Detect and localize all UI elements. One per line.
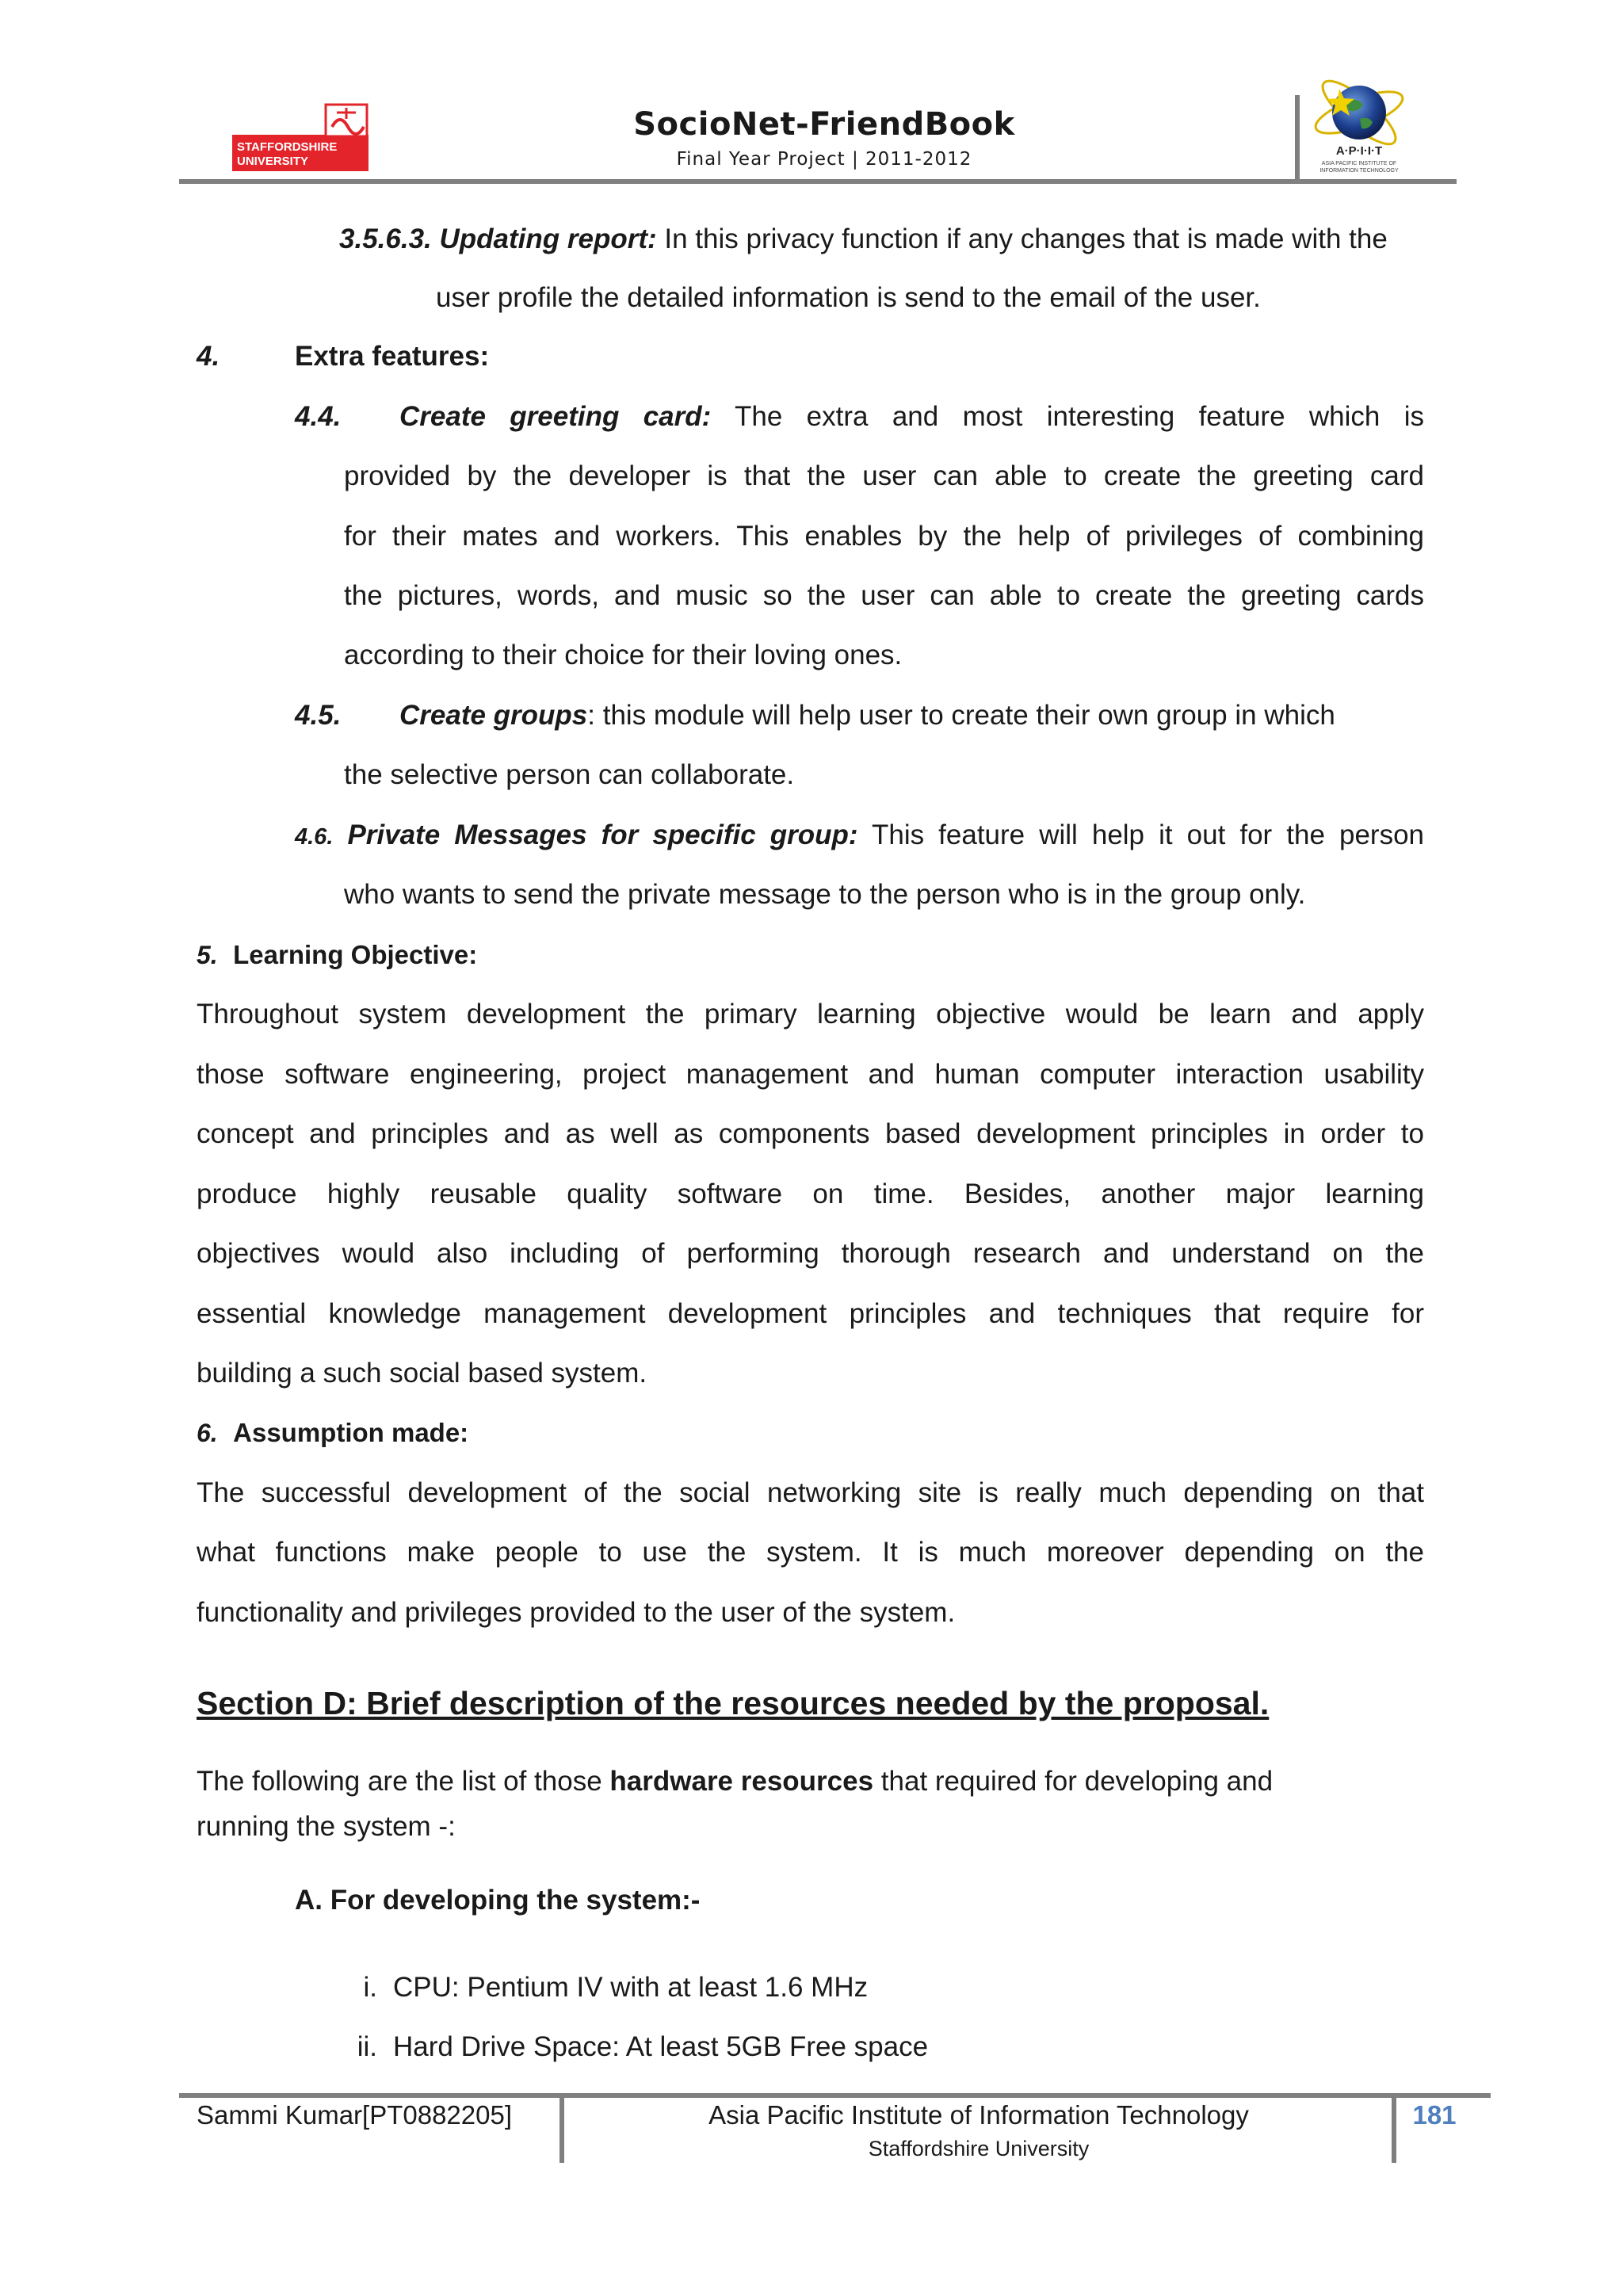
footer-rule xyxy=(179,2093,1491,2098)
footer-university: Staffordshire University xyxy=(868,2137,1090,2160)
list-marker-1: i. xyxy=(363,1972,377,2003)
footer-author: Sammi Kumar[PT0882205] xyxy=(197,2100,513,2130)
list-item-1: CPU: Pentium IV with at least 1.6 MHz xyxy=(393,1972,869,2003)
item-3563-number: 3.5.6.3. xyxy=(339,223,432,254)
apiit-logo xyxy=(1308,73,1411,176)
section6-number: 6. xyxy=(197,1419,218,1447)
section5-line1: Throughout system development the primary learning objective would be learn and apply xyxy=(197,999,1424,1030)
item-44-text-1: The extra and most interesting feature which is xyxy=(735,401,1424,432)
item-46-line1 xyxy=(295,818,1424,854)
item-45-number: 4.5. xyxy=(295,700,342,731)
section-d-intro-pre: The following are the list of those xyxy=(197,1766,610,1797)
item-46-number: 4.6. xyxy=(295,824,334,850)
footer-institute: Asia Pacific Institute of Information Technology xyxy=(708,2100,1249,2130)
section6-line2: what functions make people to use the system. It is much moreover depending on the xyxy=(197,1537,1424,1568)
section6-title: Assumption made: xyxy=(233,1418,469,1447)
header-subtitle: Final Year Project | 2011-2012 xyxy=(676,149,972,170)
footer-divider-left xyxy=(559,2096,564,2163)
item-45-line1 xyxy=(399,698,1335,733)
section5-line7: building a such social based system. xyxy=(197,1358,647,1389)
section-d-intro-line1 xyxy=(197,1764,1273,1799)
header-divider xyxy=(1295,95,1300,181)
apiit-logo-text: A·P·I·I·T xyxy=(1335,144,1383,158)
item-46-text-1: This feature will help it out for the person xyxy=(871,819,1424,850)
section5-line4: produce highly reusable quality software on time. Besides, another major learning xyxy=(197,1179,1424,1209)
header-title: SocioNet-FriendBook xyxy=(633,106,1015,143)
section5-line5: objectives would also including of performing thorough research and understand on the xyxy=(197,1238,1424,1269)
page-number: 181 xyxy=(1412,2100,1457,2130)
list-marker-2: ii. xyxy=(357,2031,377,2062)
section4-number: 4. xyxy=(197,341,220,372)
item-3563-title: Updating report: xyxy=(439,223,657,254)
section5-line2: those software engineering, project management and human computer interaction usability xyxy=(197,1059,1424,1090)
apiit-logo-subtext-2: INFORMATION TECHNOLOGY xyxy=(1319,168,1399,174)
item-3563-line2: user profile the detailed information is send to the email of the user. xyxy=(436,282,1261,313)
item-3563-text: In this privacy function if any changes that is made with the xyxy=(664,223,1388,254)
section-d-intro-post: that required for developing and xyxy=(873,1766,1274,1797)
section-d-intro-bold: hardware resources xyxy=(609,1766,874,1797)
section6-heading xyxy=(197,1415,468,1450)
item-45-line2: the selective person can collaborate. xyxy=(344,759,795,790)
list-item-2: Hard Drive Space: At least 5GB Free space xyxy=(393,2031,929,2062)
section-d-title: Section D: Brief description of the resources needed by the proposal. xyxy=(197,1685,1270,1721)
section5-title: Learning Objective: xyxy=(233,940,478,969)
item-44-line3: for their mates and workers. This enables by the help of privileges of combining xyxy=(344,521,1424,552)
section-d-subheading: A. For developing the system:- xyxy=(295,1885,701,1916)
item-45-title: Create groups xyxy=(399,700,588,731)
section5-heading xyxy=(197,938,477,972)
item-46-line2: who wants to send the private message to the person who is in the group only. xyxy=(344,879,1306,910)
item-44-line5: according to their choice for their loving ones. xyxy=(344,640,903,670)
section5-line3: concept and principles and as well as components based development principles in order to xyxy=(197,1118,1424,1149)
item-44-number: 4.4. xyxy=(295,401,342,432)
staffordshire-university-logo xyxy=(232,103,369,171)
item-44-line1 xyxy=(399,399,1424,434)
section5-line6: essential knowledge management development principles and techniques that require for xyxy=(197,1298,1424,1329)
section6-line3: functionality and privileges provided to the user of the system. xyxy=(197,1597,956,1628)
item-46-title: Private Messages for specific group: xyxy=(347,819,858,850)
header-rule xyxy=(179,179,1457,184)
staffordshire-logo-line2: UNIVERSITY xyxy=(237,155,309,168)
staffordshire-logo-line1: STAFFORDSHIRE xyxy=(237,140,338,154)
section5-number: 5. xyxy=(197,941,218,969)
item-45-text-1: : this module will help user to create their own group in which xyxy=(587,700,1335,731)
section6-line1: The successful development of the social networking site is really much depending on that xyxy=(197,1477,1424,1508)
section4-title: Extra features: xyxy=(295,341,490,372)
item-44-line4: the pictures, words, and music so the user can able to create the greeting cards xyxy=(344,580,1424,611)
section-d-intro-line2: running the system -: xyxy=(197,1811,456,1842)
apiit-logo-subtext-1: ASIA PACIFIC INSTITUTE OF xyxy=(1321,161,1397,166)
item-44-title: Create greeting card: xyxy=(399,401,712,432)
footer-divider-right xyxy=(1392,2096,1396,2163)
item-44-line2: provided by the developer is that the user can able to create the greeting card xyxy=(344,460,1424,491)
item-3563-line1 xyxy=(339,222,1388,257)
